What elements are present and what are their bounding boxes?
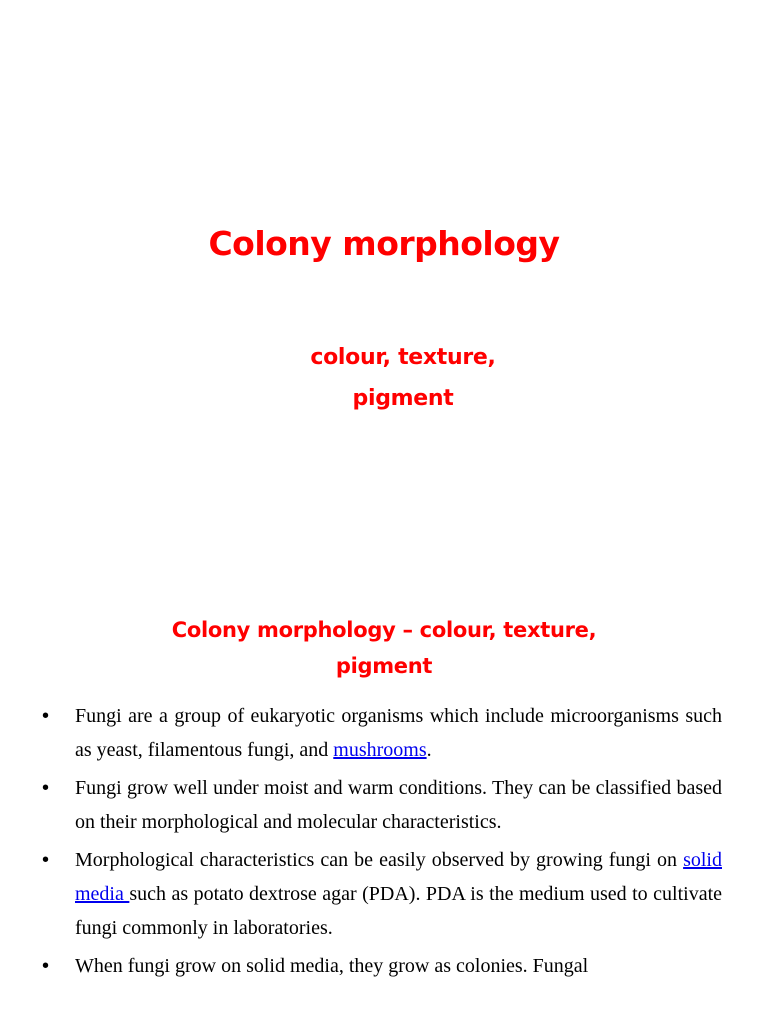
bullet-icon: • bbox=[42, 955, 50, 977]
bullet-icon: • bbox=[42, 849, 50, 871]
section-heading bbox=[140, 612, 628, 684]
section-heading-line-1: Colony morphology – colour, texture, bbox=[171, 618, 597, 642]
bullet-text-end: . bbox=[426, 739, 432, 761]
slide-subtitle bbox=[268, 337, 538, 419]
slide-title: Colony morphology bbox=[208, 224, 560, 263]
bullet-list bbox=[42, 699, 722, 987]
bullet-text: When fungi grow on solid media, they grow as colonies. Fungal bbox=[75, 955, 589, 977]
slide-subtitle-line-1: colour, texture, bbox=[310, 345, 496, 370]
bullet-text: Morphological characteristics can be easily observed by growing fungi on bbox=[75, 849, 684, 871]
bullet-text: Fungi are a group of eukaryotic organisms which include microorganisms such as yeast, filamentous fungi, and bbox=[75, 705, 722, 761]
bullet-item bbox=[42, 843, 722, 945]
bullet-item bbox=[42, 771, 722, 839]
bullet-text: Fungi grow well under moist and warm conditions. They can be classified based on their morphological and molecular characteristics. bbox=[75, 777, 722, 833]
mushrooms-link[interactable]: mushrooms bbox=[333, 739, 427, 761]
bullet-icon: • bbox=[42, 777, 50, 799]
bullet-text-end: such as potato dextrose agar (PDA). PDA is the medium used to cultivate fungi commonly in laboratories. bbox=[75, 883, 723, 939]
slide-subtitle-line-2: pigment bbox=[352, 386, 454, 411]
bullet-item bbox=[42, 949, 722, 983]
solid-media-link[interactable]: solid media bbox=[75, 849, 722, 905]
section-heading-line-2: pigment bbox=[335, 654, 433, 678]
bullet-item bbox=[42, 699, 722, 767]
bullet-icon: • bbox=[42, 705, 50, 727]
